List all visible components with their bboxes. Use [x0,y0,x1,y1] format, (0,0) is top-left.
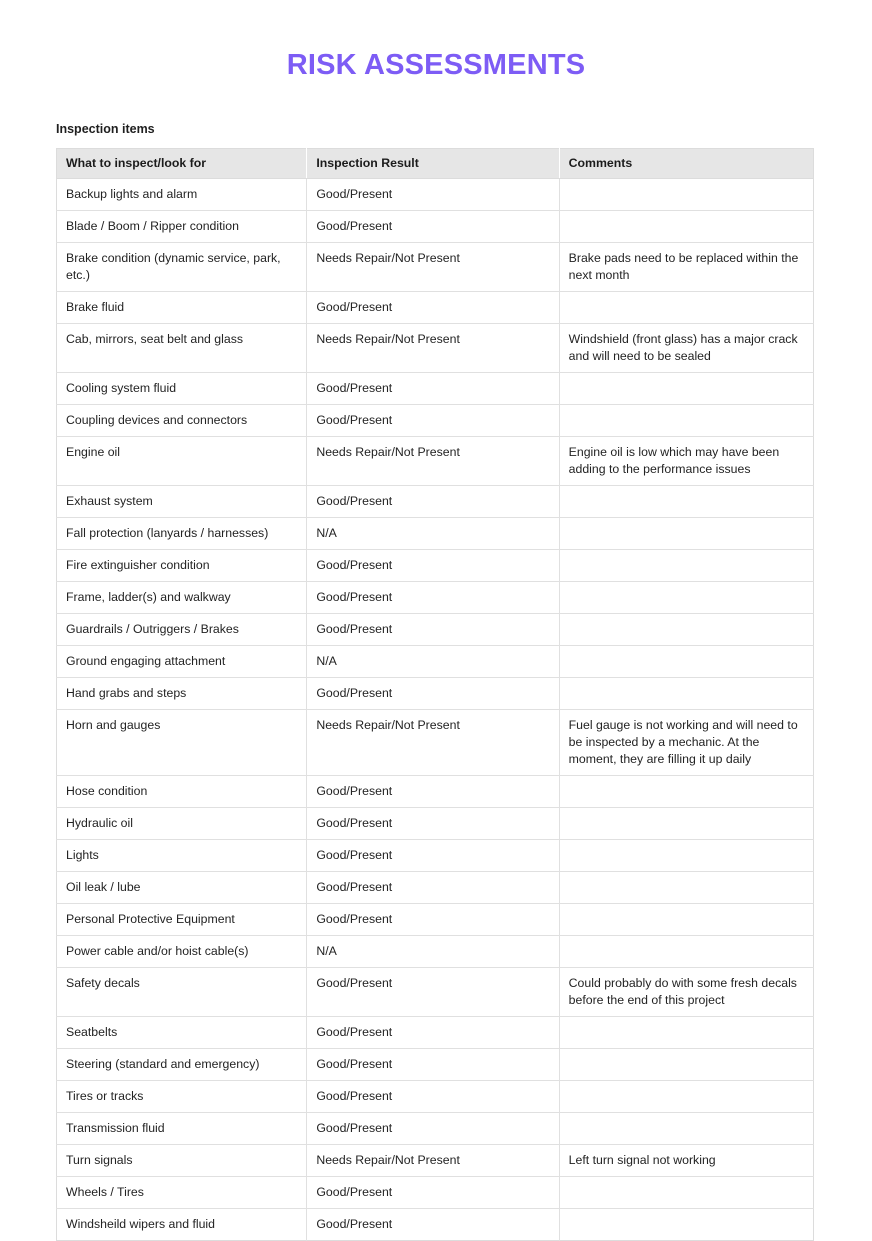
cell-inspection-result-text: Good/Present [316,381,393,395]
cell-inspect-item [57,324,307,373]
cell-comment [559,1017,813,1049]
table-row [57,324,814,373]
column-header-item: What to inspect/look for [57,149,307,179]
cell-inspect-item-text: Backup lights and alarm [66,187,198,201]
cell-comment [559,872,813,904]
cell-inspection-result [307,1049,559,1081]
cell-inspect-item-text: Wheels / Tires [66,1185,144,1199]
cell-comment [559,904,813,936]
table-row [57,1049,814,1081]
table-row [57,776,814,808]
cell-inspect-item [57,550,307,582]
table-row [57,968,814,1017]
cell-inspect-item [57,1145,307,1177]
cell-inspection-result [307,324,559,373]
cell-inspect-item-text: Exhaust system [66,494,153,508]
cell-inspection-result [307,776,559,808]
cell-comment-text: Could probably do with some fresh decals before the end of this project [568,976,797,1007]
table-row [57,405,814,437]
cell-inspect-item [57,292,307,324]
cell-inspect-item [57,968,307,1017]
cell-inspect-item-text: Safety decals [66,976,140,990]
cell-inspect-item [57,936,307,968]
cell-inspection-result [307,179,559,211]
cell-comment-text: Brake pads need to be replaced within the next month [568,251,799,282]
table-row [57,1017,814,1049]
cell-inspect-item [57,405,307,437]
cell-inspect-item-text: Fall protection (lanyards / harnesses) [66,526,269,540]
cell-inspect-item-text: Power cable and/or hoist cable(s) [66,944,249,958]
cell-inspection-result-text: Good/Present [316,848,393,862]
table-row [57,1081,814,1113]
cell-inspection-result [307,1081,559,1113]
cell-inspect-item-text: Brake fluid [66,300,125,314]
cell-comment [559,614,813,646]
table-row [57,808,814,840]
cell-comment [559,486,813,518]
cell-inspection-result-text: Needs Repair/Not Present [316,332,460,346]
table-row [57,179,814,211]
cell-inspect-item [57,1177,307,1209]
cell-comment [559,1113,813,1145]
cell-inspect-item-text: Turn signals [66,1153,133,1167]
cell-inspection-result-text: Good/Present [316,187,393,201]
table-row [57,1209,814,1241]
table-row [57,710,814,776]
cell-inspect-item-text: Cab, mirrors, seat belt and glass [66,332,244,346]
cell-inspect-item [57,518,307,550]
cell-inspection-result-text: Needs Repair/Not Present [316,251,460,265]
cell-comment [559,518,813,550]
cell-inspection-result [307,486,559,518]
cell-inspection-result-text: Good/Present [316,1217,393,1231]
cell-inspect-item [57,904,307,936]
cell-inspection-result [307,1113,559,1145]
cell-inspection-result-text: Good/Present [316,219,393,233]
cell-inspect-item [57,179,307,211]
table-row [57,550,814,582]
table-row [57,646,814,678]
cell-inspection-result [307,808,559,840]
cell-inspect-item-text: Cooling system fluid [66,381,177,395]
cell-inspection-result-text: Good/Present [316,1057,393,1071]
table-row [57,614,814,646]
cell-inspection-result-text: N/A [316,526,337,540]
cell-inspection-result [307,840,559,872]
cell-inspect-item [57,872,307,904]
cell-inspection-result [307,373,559,405]
cell-comment [559,373,813,405]
cell-inspect-item-text: Hydraulic oil [66,816,133,830]
cell-inspect-item-text: Guardrails / Outriggers / Brakes [66,622,239,636]
cell-inspect-item-text: Coupling devices and connectors [66,413,248,427]
cell-comment [559,808,813,840]
cell-inspection-result-text: Good/Present [316,784,393,798]
cell-comment-text: Engine oil is low which may have been adding to the performance issues [568,445,780,476]
cell-inspection-result-text: Needs Repair/Not Present [316,1153,460,1167]
column-header-comments: Comments [559,149,813,179]
cell-inspection-result-text: Good/Present [316,558,393,572]
table-row [57,1113,814,1145]
cell-inspect-item-text: Steering (standard and emergency) [66,1057,260,1071]
cell-inspect-item-text: Lights [66,848,99,862]
cell-inspect-item-text: Oil leak / lube [66,880,141,894]
cell-inspection-result [307,1177,559,1209]
cell-inspection-result-text: Good/Present [316,880,393,894]
table-row [57,582,814,614]
cell-inspection-result-text: Good/Present [316,976,393,990]
cell-inspection-result-text: Good/Present [316,1025,393,1039]
cell-inspect-item-text: Windsheild wipers and fluid [66,1217,216,1231]
inspection-items-table [56,148,814,1241]
table-row [57,840,814,872]
cell-comment [559,1177,813,1209]
cell-comment [559,437,813,486]
cell-inspection-result-text: Good/Present [316,590,393,604]
cell-inspection-result [307,710,559,776]
cell-inspect-item [57,710,307,776]
table-row [57,373,814,405]
cell-inspection-result [307,678,559,710]
cell-inspection-result-text: Good/Present [316,1089,393,1103]
cell-comment-text: Fuel gauge is not working and will need to be inspected by a mechanic. At the moment, they are filling it up daily [568,718,798,766]
table-row [57,1177,814,1209]
table-row [57,518,814,550]
cell-inspect-item [57,678,307,710]
cell-comment [559,936,813,968]
cell-inspection-result [307,550,559,582]
cell-inspect-item-text: Hose condition [66,784,148,798]
cell-inspect-item [57,211,307,243]
cell-inspection-result-text: Good/Present [316,622,393,636]
page-title: RISK ASSESSMENTS [286,49,586,81]
cell-inspect-item-text: Tires or tracks [66,1089,144,1103]
cell-inspect-item [57,646,307,678]
cell-inspection-result-text: N/A [316,944,337,958]
cell-inspection-result [307,211,559,243]
cell-inspect-item-text: Horn and gauges [66,718,161,732]
cell-inspect-item [57,1049,307,1081]
cell-inspect-item [57,614,307,646]
cell-comment [559,179,813,211]
cell-inspection-result [307,936,559,968]
table-row [57,936,814,968]
cell-inspection-result [307,518,559,550]
cell-inspection-result-text: Needs Repair/Not Present [316,718,460,732]
cell-comment [559,840,813,872]
table-row [57,437,814,486]
cell-comment [559,292,813,324]
cell-inspect-item-text: Personal Protective Equipment [66,912,235,926]
inspection-table-wrapper [56,148,814,1241]
cell-comment [559,405,813,437]
cell-comment [559,211,813,243]
cell-inspect-item-text: Frame, ladder(s) and walkway [66,590,231,604]
cell-inspection-result-text: N/A [316,654,337,668]
cell-inspect-item [57,1017,307,1049]
cell-inspect-item [57,776,307,808]
cell-comment [559,678,813,710]
cell-comment [559,776,813,808]
cell-comment [559,550,813,582]
cell-inspection-result [307,243,559,292]
cell-comment [559,710,813,776]
cell-inspect-item-text: Fire extinguisher condition [66,558,210,572]
section-label-inspection-items: Inspection items [56,122,155,136]
cell-inspect-item [57,840,307,872]
cell-inspection-result-text: Good/Present [316,816,393,830]
cell-comment [559,324,813,373]
cell-inspect-item-text: Hand grabs and steps [66,686,187,700]
cell-inspection-result-text: Good/Present [316,300,393,314]
cell-inspect-item [57,808,307,840]
cell-inspection-result [307,292,559,324]
cell-inspect-item-text: Blade / Boom / Ripper condition [66,219,239,233]
cell-inspect-item [57,1209,307,1241]
table-row [57,904,814,936]
cell-inspection-result [307,437,559,486]
cell-inspect-item-text: Brake condition (dynamic service, park, etc.) [66,251,281,282]
cell-inspection-result [307,405,559,437]
cell-inspection-result-text: Good/Present [316,686,393,700]
cell-comment [559,1081,813,1113]
cell-inspection-result [307,1145,559,1177]
table-row [57,211,814,243]
cell-inspect-item-text: Seatbelts [66,1025,118,1039]
table-header [57,149,814,179]
cell-comment [559,968,813,1017]
cell-comment [559,582,813,614]
cell-inspection-result [307,968,559,1017]
table-row [57,1145,814,1177]
cell-inspection-result-text: Good/Present [316,413,393,427]
cell-inspection-result-text: Good/Present [316,912,393,926]
cell-inspect-item-text: Ground engaging attachment [66,654,226,668]
cell-inspection-result [307,904,559,936]
cell-inspection-result [307,1209,559,1241]
cell-inspect-item [57,373,307,405]
cell-inspection-result [307,582,559,614]
column-header-result: Inspection Result [307,149,559,179]
cell-inspection-result [307,872,559,904]
cell-inspection-result-text: Needs Repair/Not Present [316,445,460,459]
cell-inspect-item-text: Engine oil [66,445,121,459]
cell-inspect-item [57,1081,307,1113]
cell-comment [559,1145,813,1177]
table-row [57,678,814,710]
table-row [57,292,814,324]
table-body [57,179,814,1241]
table-header-row [57,149,814,179]
cell-comment [559,243,813,292]
cell-comment-text: Left turn signal not working [568,1153,716,1167]
table-row [57,872,814,904]
cell-inspect-item [57,1113,307,1145]
table-row [57,243,814,292]
cell-inspect-item [57,486,307,518]
cell-inspect-item [57,243,307,292]
cell-inspection-result-text: Good/Present [316,1121,393,1135]
cell-inspection-result-text: Good/Present [316,494,393,508]
cell-comment-text: Windshield (front glass) has a major crack and will need to be sealed [568,332,798,363]
cell-inspect-item-text: Transmission fluid [66,1121,165,1135]
cell-inspection-result [307,1017,559,1049]
cell-inspection-result [307,614,559,646]
cell-inspection-result [307,646,559,678]
table-row [57,486,814,518]
cell-comment [559,1209,813,1241]
cell-inspection-result-text: Good/Present [316,1185,393,1199]
cell-inspect-item [57,582,307,614]
cell-comment [559,1049,813,1081]
cell-inspect-item [57,437,307,486]
cell-comment [559,646,813,678]
